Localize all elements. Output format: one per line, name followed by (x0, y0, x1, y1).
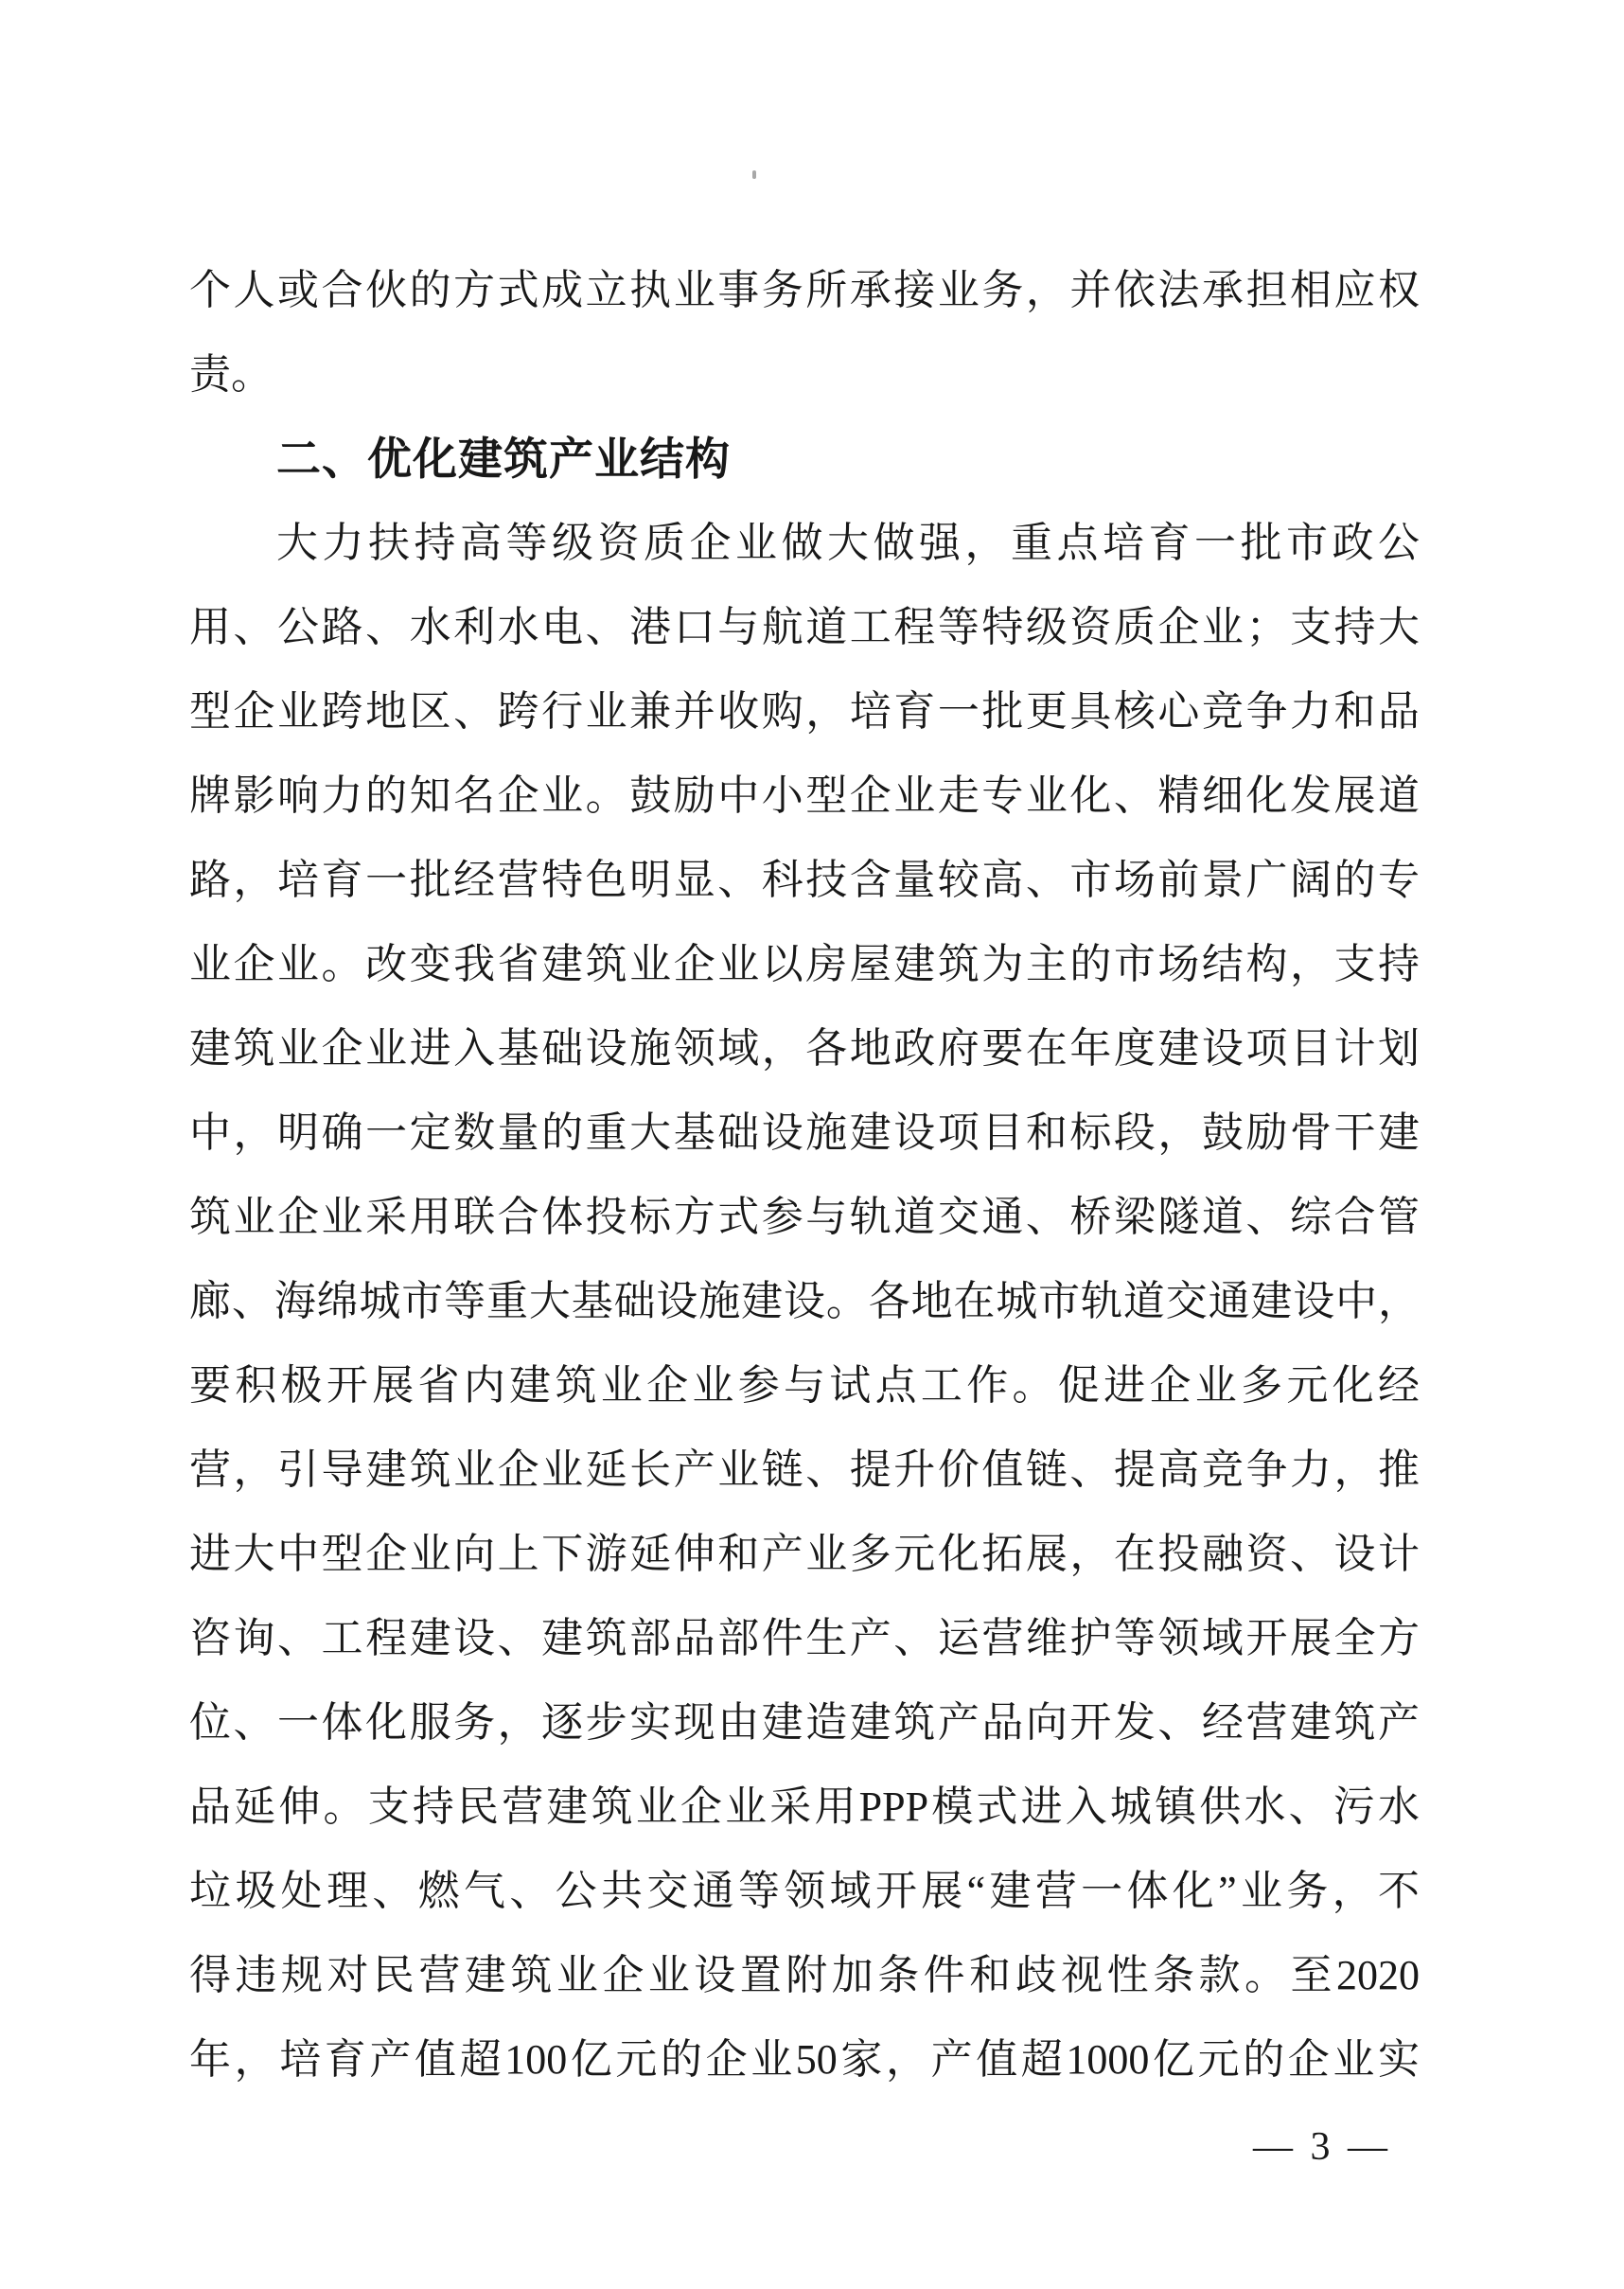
body-text-line: 牌影响力的知名企业。鼓励中小型企业走专业化、精细化发展道 (189, 772, 1420, 819)
body-text-line: 要积极开展省内建筑业企业参与试点工作。促进企业多元化经 (189, 1362, 1420, 1409)
body-text-line: 责。 (189, 351, 273, 398)
body-text-line: 营，引导建筑业企业延长产业链、提升价值链、提高竞争力，推 (189, 1446, 1420, 1493)
section-heading: 二、优化建筑产业结构 (276, 434, 731, 484)
body-text-line: 进大中型企业向上下游延伸和产业多元化拓展，在投融资、设计 (189, 1531, 1420, 1577)
body-text-line: 筑业企业采用联合体投标方式参与轨道交通、桥梁隧道、综合管 (189, 1194, 1420, 1240)
body-text-line: 路，培育一批经营特色明显、科技含量较高、市场前景广阔的专 (189, 857, 1420, 903)
body-text-line: 位、一体化服务，逐步实现由建造建筑产品向开发、经营建筑产 (189, 1699, 1420, 1746)
body-text-line: 中，明确一定数量的重大基础设施建设项目和标段，鼓励骨干建 (189, 1109, 1420, 1156)
body-text-line: 大力扶持高等级资质企业做大做强，重点培育一批市政公 (276, 520, 1420, 566)
body-text-line: 品延伸。支持民营建筑业企业采用PPP模式进入城镇供水、污水 (189, 1783, 1420, 1830)
body-text-line: 廊、海绵城市等重大基础设施建设。各地在城市轨道交通建设中， (189, 1278, 1420, 1324)
body-text-line: 得违规对民营建筑业企业设置附加条件和歧视性条款。至2020 (189, 1952, 1420, 1998)
scan-speck (752, 170, 756, 179)
body-text-line: 垃圾处理、燃气、公共交通等领域开展“建营一体化”业务，不 (189, 1868, 1420, 1914)
body-text-line: 建筑业企业进入基础设施领域，各地政府要在年度建设项目计划 (189, 1025, 1420, 1072)
document-body (189, 248, 1420, 2102)
body-text-line: 咨询、工程建设、建筑部品部件生产、运营维护等领域开展全方 (189, 1615, 1420, 1661)
body-text-line: 业企业。改变我省建筑业企业以房屋建筑为主的市场结构，支持 (189, 941, 1420, 987)
page-number: — 3 — (1253, 2125, 1391, 2169)
body-text-line: 用、公路、水利水电、港口与航道工程等特级资质企业；支持大 (189, 604, 1420, 650)
body-text-line: 型企业跨地区、跨行业兼并收购，培育一批更具核心竞争力和品 (189, 688, 1420, 735)
body-text-line: 个人或合伙的方式成立执业事务所承接业务，并依法承担相应权 (189, 267, 1420, 313)
body-text-line: 年，培育产值超100亿元的企业50家，产值超1000亿元的企业实 (189, 2036, 1420, 2083)
